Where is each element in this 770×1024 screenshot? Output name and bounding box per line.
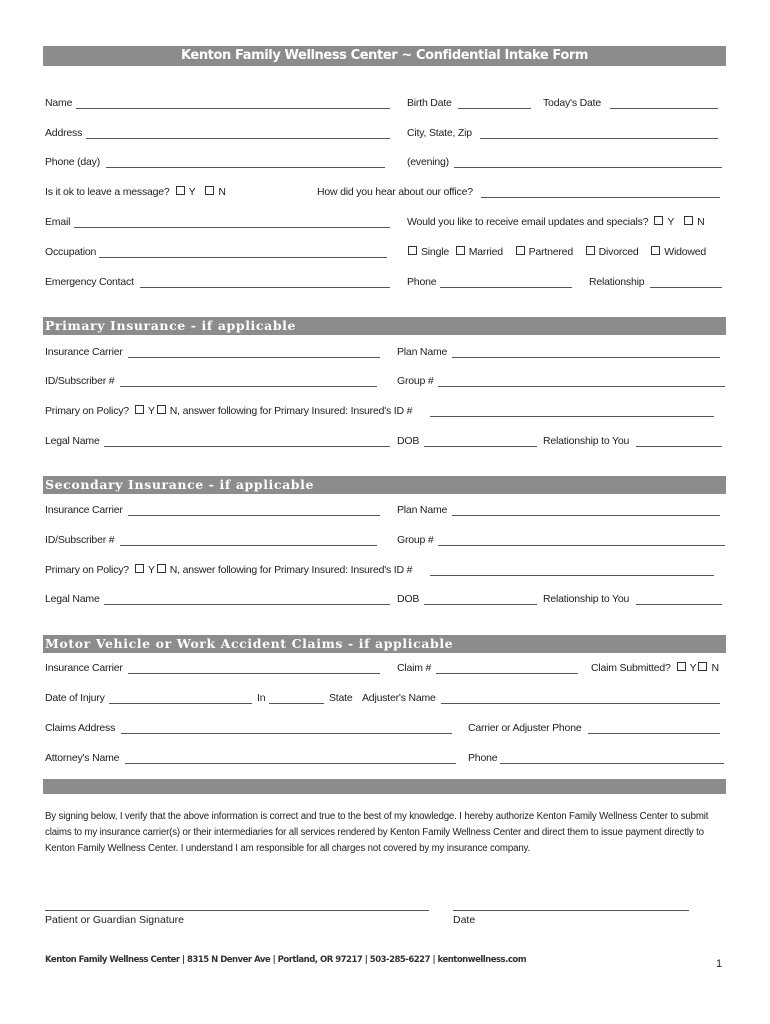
primary-policy-yes-checkbox[interactable] [135,405,144,414]
signature-field[interactable] [45,910,429,911]
primary-relationship-field[interactable] [636,446,722,447]
divorced-label: Divorced [598,246,639,258]
secondary-policy-yes-checkbox[interactable] [135,564,144,573]
row-phone [0,156,770,170]
relationship-label: Relationship [589,276,645,288]
primary-dob-label: DOB [397,435,420,447]
secondary-relationship-label: Relationship to You [543,593,630,605]
claim-submitted-text: Claim Submitted? [591,662,671,674]
primary-relationship-label: Relationship to You [543,435,630,447]
single-label: Single [421,246,449,258]
occupation-field[interactable] [99,257,387,258]
primary-legal-name-field[interactable] [104,446,390,447]
date-of-injury-label: Date of Injury [45,692,105,704]
primary-plan-field[interactable] [452,357,720,358]
secondary-id-field[interactable] [120,545,377,546]
leave-message-label [45,186,226,200]
injury-state-field[interactable] [269,703,324,704]
single-checkbox[interactable] [408,246,417,255]
email-field[interactable] [74,227,390,228]
phone-day-field[interactable] [106,167,385,168]
motor-carrier-field[interactable] [128,673,380,674]
primary-id-field[interactable] [120,386,377,387]
message-yes-checkbox[interactable] [176,186,185,195]
name-label: Name [45,97,73,109]
page-number: 1 [716,958,723,970]
evening-label: (evening) [407,156,449,168]
attorneys-name-label: Attorney's Name [45,752,120,764]
footer-address: Kenton Family Wellness Center | 8315 N Denver Ave | Portland, OR 97217 | 503-285-6227 | kentonwellness.com [45,955,527,965]
motor-carrier-label: Insurance Carrier [45,662,123,674]
secondary-row-id [0,534,770,548]
leave-message-text: Is it ok to leave a message? [45,186,170,198]
secondary-insurance-header: Secondary Insurance - if applicable [43,476,726,494]
claim-number-field[interactable] [436,673,578,674]
state-label: State [329,692,353,704]
secondary-dob-label: DOB [397,593,420,605]
email-label: Email [45,216,71,228]
secondary-legal-name-label: Legal Name [45,593,100,605]
todays-date-label: Today's Date [543,97,601,109]
secondary-policy-label [45,564,412,578]
widowed-label: Widowed [664,246,707,258]
heard-about-field[interactable] [481,197,720,198]
secondary-policy-text: Primary on Policy? [45,564,129,576]
no-label: N [218,186,226,198]
attorneys-name-field[interactable] [125,763,456,764]
no-label: N [697,216,705,228]
primary-insured-id-field[interactable] [430,416,714,417]
date-of-injury-field[interactable] [109,703,252,704]
relationship-field[interactable] [650,287,722,288]
secondary-group-label: Group # [397,534,434,546]
secondary-group-field[interactable] [438,545,725,546]
secondary-insured-id-field[interactable] [430,575,714,576]
secondary-dob-field[interactable] [424,604,537,605]
secondary-row-policy [0,564,770,578]
widowed-checkbox[interactable] [651,246,660,255]
row-message [0,186,770,200]
address-field[interactable] [86,138,390,139]
signature-date-field[interactable] [453,910,689,911]
emergency-contact-label: Emergency Contact [45,276,134,288]
secondary-plan-label: Plan Name [397,504,448,516]
consent-paragraph: By signing below, I verify that the above information is correct and true to the best of my knowledge. I hereby authorize Kenton Family Wellness Center to submit claims to my insurance carrier(s) or their intermediaries for all services rendered by Kenton Family Wellness Center and direct them to issue payment directly to Kenton Family Wellness Center. I understand I am responsible for all charges not covered by my insurance company. [45,811,709,854]
primary-row-id [0,375,770,389]
yes-label: Y [667,216,675,228]
secondary-row-legal [0,593,770,607]
claims-address-label: Claims Address [45,722,116,734]
primary-carrier-field[interactable] [128,357,380,358]
secondary-carrier-label: Insurance Carrier [45,504,123,516]
carrier-adjuster-phone-field[interactable] [588,733,720,734]
row-address [0,127,770,141]
date-label: Date [453,914,476,926]
divorced-checkbox[interactable] [586,246,595,255]
birth-date-field[interactable] [458,108,531,109]
phone-day-label: Phone (day) [45,156,101,168]
secondary-carrier-field[interactable] [128,515,380,516]
section-divider-bar [43,779,726,794]
secondary-row-carrier [0,504,770,518]
row-emergency [0,276,770,290]
updates-no-checkbox[interactable] [684,216,693,225]
secondary-relationship-field[interactable] [636,604,722,605]
primary-policy-text: Primary on Policy? [45,405,129,417]
secondary-id-label: ID/Subscriber # [45,534,115,546]
primary-dob-field[interactable] [424,446,537,447]
married-label: Married [468,246,503,258]
row-occupation [0,246,770,260]
address-label: Address [45,127,83,139]
yes-label: Y [147,405,155,417]
primary-row-carrier [0,346,770,360]
primary-row-policy [0,405,770,419]
primary-group-label: Group # [397,375,434,387]
motor-vehicle-header: Motor Vehicle or Work Accident Claims - if applicable [43,635,726,653]
primary-policy-no-checkbox[interactable] [157,405,166,414]
phone-evening-field[interactable] [454,167,722,168]
todays-date-field[interactable] [610,108,718,109]
partnered-label: Partnered [528,246,573,258]
secondary-legal-name-field[interactable] [104,604,390,605]
adjusters-name-field[interactable] [441,703,720,704]
yes-label: Y [147,564,155,576]
row-email [0,216,770,230]
claim-number-label: Claim # [397,662,432,674]
primary-carrier-label: Insurance Carrier [45,346,123,358]
email-updates-label [407,216,705,230]
primary-id-label: ID/Subscriber # [45,375,115,387]
birth-date-label: Birth Date [407,97,452,109]
yes-label: Y [188,186,196,198]
emergency-phone-label: Phone [407,276,437,288]
in-label: In [257,692,266,704]
primary-group-field[interactable] [438,386,725,387]
claims-address-field[interactable] [121,733,452,734]
city-state-zip-field[interactable] [480,138,718,139]
carrier-adjuster-phone-label: Carrier or Adjuster Phone [468,722,582,734]
emergency-phone-field[interactable] [440,287,572,288]
adjusters-name-label: Adjuster's Name [362,692,436,704]
claim-submitted-yes-checkbox[interactable] [677,662,686,671]
motor-row-claims-address [0,722,770,736]
claim-submitted-no-checkbox[interactable] [698,662,707,671]
motor-row-injury [0,692,770,706]
occupation-label: Occupation [45,246,97,258]
emergency-contact-field[interactable] [140,287,390,288]
primary-row-legal [0,435,770,449]
secondary-policy-no-text: N, answer following for Primary Insured: Insured's ID # [169,564,413,576]
heard-about-label: How did you hear about our office? [317,186,473,198]
no-label: N [711,662,719,674]
yes-label: Y [689,662,697,674]
primary-policy-label [45,405,412,419]
secondary-plan-field[interactable] [452,515,720,516]
city-state-zip-label: City, State, Zip [407,127,472,139]
message-no-checkbox[interactable] [205,186,214,195]
primary-legal-name-label: Legal Name [45,435,100,447]
updates-yes-checkbox[interactable] [654,216,663,225]
motor-row-attorney [0,752,770,766]
claim-submitted-label [591,662,719,676]
primary-plan-label: Plan Name [397,346,448,358]
primary-policy-no-text: N, answer following for Primary Insured: Insured's ID # [169,405,413,417]
partnered-checkbox[interactable] [516,246,525,255]
signature-label: Patient or Guardian Signature [45,914,184,926]
secondary-policy-no-checkbox[interactable] [157,564,166,573]
attorney-phone-label: Phone [468,752,498,764]
row-name [0,97,770,111]
primary-insurance-header: Primary Insurance - if applicable [43,317,726,335]
email-updates-text: Would you like to receive email updates and specials? [407,216,649,228]
name-field[interactable] [76,108,390,109]
married-checkbox[interactable] [456,246,465,255]
form-title: Kenton Family Wellness Center ~ Confidential Intake Form [43,46,726,66]
attorney-phone-field[interactable] [500,763,724,764]
motor-row-carrier [0,662,770,676]
marital-status [402,246,706,260]
